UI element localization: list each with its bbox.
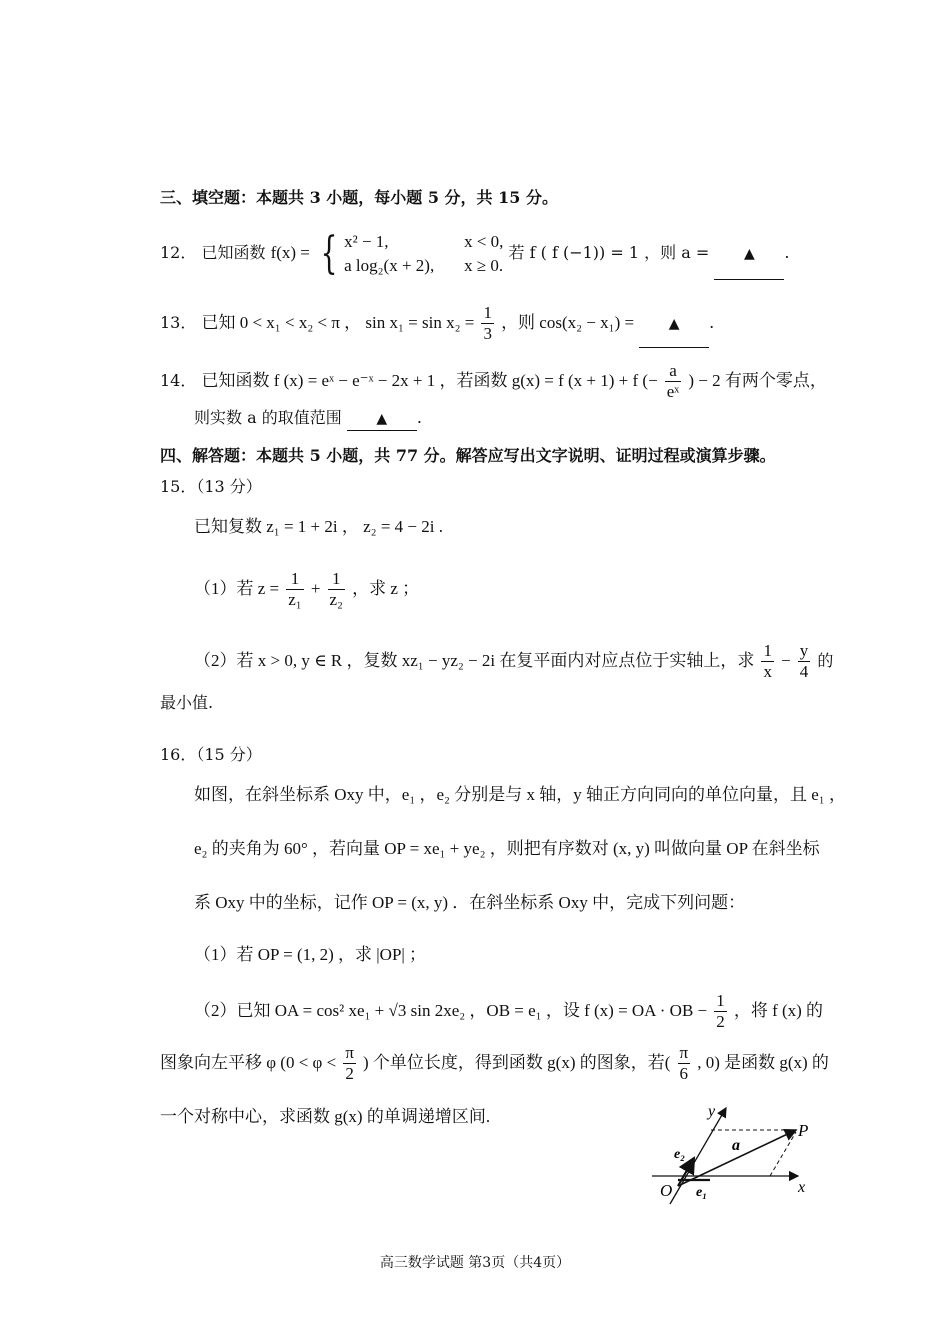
q14-answer-blank[interactable] xyxy=(347,407,417,431)
q12-intro: 已知函数 xyxy=(201,243,266,262)
q13-fraction: $\frac{1}{3}$ xyxy=(483,303,492,343)
q16-part1: （1）若 OP = (1, 2) ，求 |OP| ； xyxy=(194,945,427,964)
q12-piecewise xyxy=(344,230,503,278)
q13: 13． 已知 0 < x₁ < x₂ < π ， sin x₁ = sin x₂ = $\frac{1}{3}$ ，则 cos(x₂ − x₁) = ▲ . xyxy=(160,300,714,348)
label-e1: e₁ xyxy=(696,1185,708,1200)
q14-fraction: $\frac{a}{\text{eˣ}}$ xyxy=(666,361,680,401)
q16-line1: 如图，在斜坐标系 Oxy 中，e₁ ，e₂ 分别是与 x 轴，y 轴正方向同向的单位向量，且 e₁ ， xyxy=(194,785,846,804)
q12-condition: 若 f ( f (−1)) = 1 ，则 a = xyxy=(508,243,710,262)
q14-text-b: ) − 2 有两个零点， xyxy=(688,371,827,390)
q16-p2-frac-pi2: $\frac{\pi}{2}$ xyxy=(345,1043,354,1083)
section4-heading: 四、解答题：本题共 5 小题，共 77 分。解答应写出文字说明、证明过程或演算步骤。 xyxy=(160,446,776,465)
q16-line3: 系 Oxy 中的坐标，记作 OP = (x, y) ．在斜坐标系 Oxy 中，完成下列问题： xyxy=(194,893,746,912)
label-P: P xyxy=(798,1121,809,1140)
triangle-icon: ▲ xyxy=(376,411,388,427)
q13-number: 13． xyxy=(160,313,197,332)
q12-answer-blank[interactable] xyxy=(714,228,784,280)
q12-case2: a log₂(x + 2), xyxy=(344,255,435,275)
q12-cond1: x < 0, xyxy=(464,231,504,251)
q15-p2-text: （2）若 x > 0, y ∈ R ，复数 xz₁ − yz₂ − 2i 在复平面内对应点位于实轴上，求 xyxy=(194,651,755,670)
q14-line2: 则实数 a 的取值范围 ▲ . xyxy=(194,407,422,431)
triangle-icon: ▲ xyxy=(668,316,680,332)
q15-part2-line2: 最小值. xyxy=(160,693,214,712)
label-O: O xyxy=(660,1181,673,1200)
q12-func: f(x) = xyxy=(270,243,310,262)
q14 xyxy=(160,358,827,404)
q14-number: 14． xyxy=(160,371,197,390)
q15-p1-label: （1）若 z = xyxy=(194,579,280,598)
q15-given: 已知复数 z₁ = 1 + 2i ， z₂ = 4 − 2i . xyxy=(194,517,443,536)
q16-part2: （2）已知 OA = cos² xe₁ + √3 sin 2xe₂ ，OB = e₁ ，设 f (x) = OA · OB − $\frac{1}{2}$ ，将 f (x) 的 xyxy=(194,991,824,1031)
q16-part2-line3: 一个对称中心，求函数 g(x) 的单调递增区间. xyxy=(160,1107,491,1126)
q15-p1-frac2: $\frac{1}{\text{z₂}}$ xyxy=(329,569,343,609)
label-e2: e₂ xyxy=(674,1147,686,1162)
q15-part1: （1）若 z = $\frac{1}{\text{z₁}}$ + $\frac{1}{\text{z₂}}$ ，求 z ； xyxy=(194,569,420,609)
q15-header: 15．（13 分） xyxy=(160,477,262,496)
label-y: y xyxy=(708,1103,716,1120)
q13-answer-blank[interactable] xyxy=(639,300,709,348)
label-a: a xyxy=(732,1137,740,1154)
triangle-icon: ▲ xyxy=(743,246,755,262)
section3-heading: 三、填空题：本题共 3 小题，每小题 5 分，共 15 分。 xyxy=(160,188,558,207)
q16-p2-a: （2）已知 OA = cos² xe₁ + √3 sin 2xe₂ ，OB = e₁ ，设 f (x) = OA · OB − xyxy=(194,1001,708,1020)
q15-p1-frac1: $\frac{1}{\text{z₁}}$ xyxy=(288,569,302,609)
label-x: x xyxy=(798,1179,806,1196)
q16-header: 16．（15 分） xyxy=(160,745,262,764)
q16-line2: e₂ 的夹角为 60° ，若向量 OP = xe₁ + ye₂ ，则把有序数对 (x, y) 叫做向量 OP 在斜坐标 xyxy=(194,839,820,858)
page-footer: 高三数学试题 第3页（共4页） xyxy=(379,1255,571,1271)
q15-p2-frac1: $\frac{1}{x}$ xyxy=(763,641,772,681)
q15-part2: （2）若 x > 0, y ∈ R ，复数 xz₁ − yz₂ − 2i 在复平面内对应点位于实轴上，求 $\frac{1}{x}$ − $\frac{y}{4}$ 的 xyxy=(194,641,834,681)
q15-p2-frac2: $\frac{y}{4}$ xyxy=(799,641,809,681)
q14-text-a: 已知函数 f (x) = eˣ − e⁻ˣ − 2x + 1 ，若函数 g(x) = f (x + 1) + f (− xyxy=(201,371,658,390)
q13-text-b: ，则 cos(x₂ − x₁) = xyxy=(501,313,635,332)
q12-number: 12． xyxy=(160,243,197,262)
dashed-right xyxy=(770,1132,796,1176)
q16-part2-line2: 图象向左平移 φ (0 < φ < $\frac{\pi}{2}$ ) 个单位长度，得到函数 g(x) 的图象，若( $\frac{\pi}{6}$ , 0) 是函数 g(x) 的 xyxy=(160,1043,829,1083)
q12: 12． 已知函数 f(x) = { x² − 1, x < 0, a log₂(x + 2), x ≥ 0. 若 f ( f (−1)) = 1 ，则 a = ▲ . xyxy=(160,227,790,279)
q13-text-a: 已知 0 < x₁ < x₂ < π ， sin x₁ = sin x₂ = xyxy=(201,313,475,332)
q12-case1: x² − 1, xyxy=(344,231,389,251)
q14-line2-text: 则实数 a 的取值范围 xyxy=(194,408,342,427)
q12-cond2: x ≥ 0. xyxy=(464,255,504,275)
q16-p2-frac-pi6: $\frac{\pi}{6}$ xyxy=(679,1043,689,1083)
q16-p2-frac: $\frac{1}{2}$ xyxy=(716,991,725,1031)
piecewise-brace: { xyxy=(320,227,338,279)
oblique-coordinate-figure xyxy=(648,1100,828,1210)
